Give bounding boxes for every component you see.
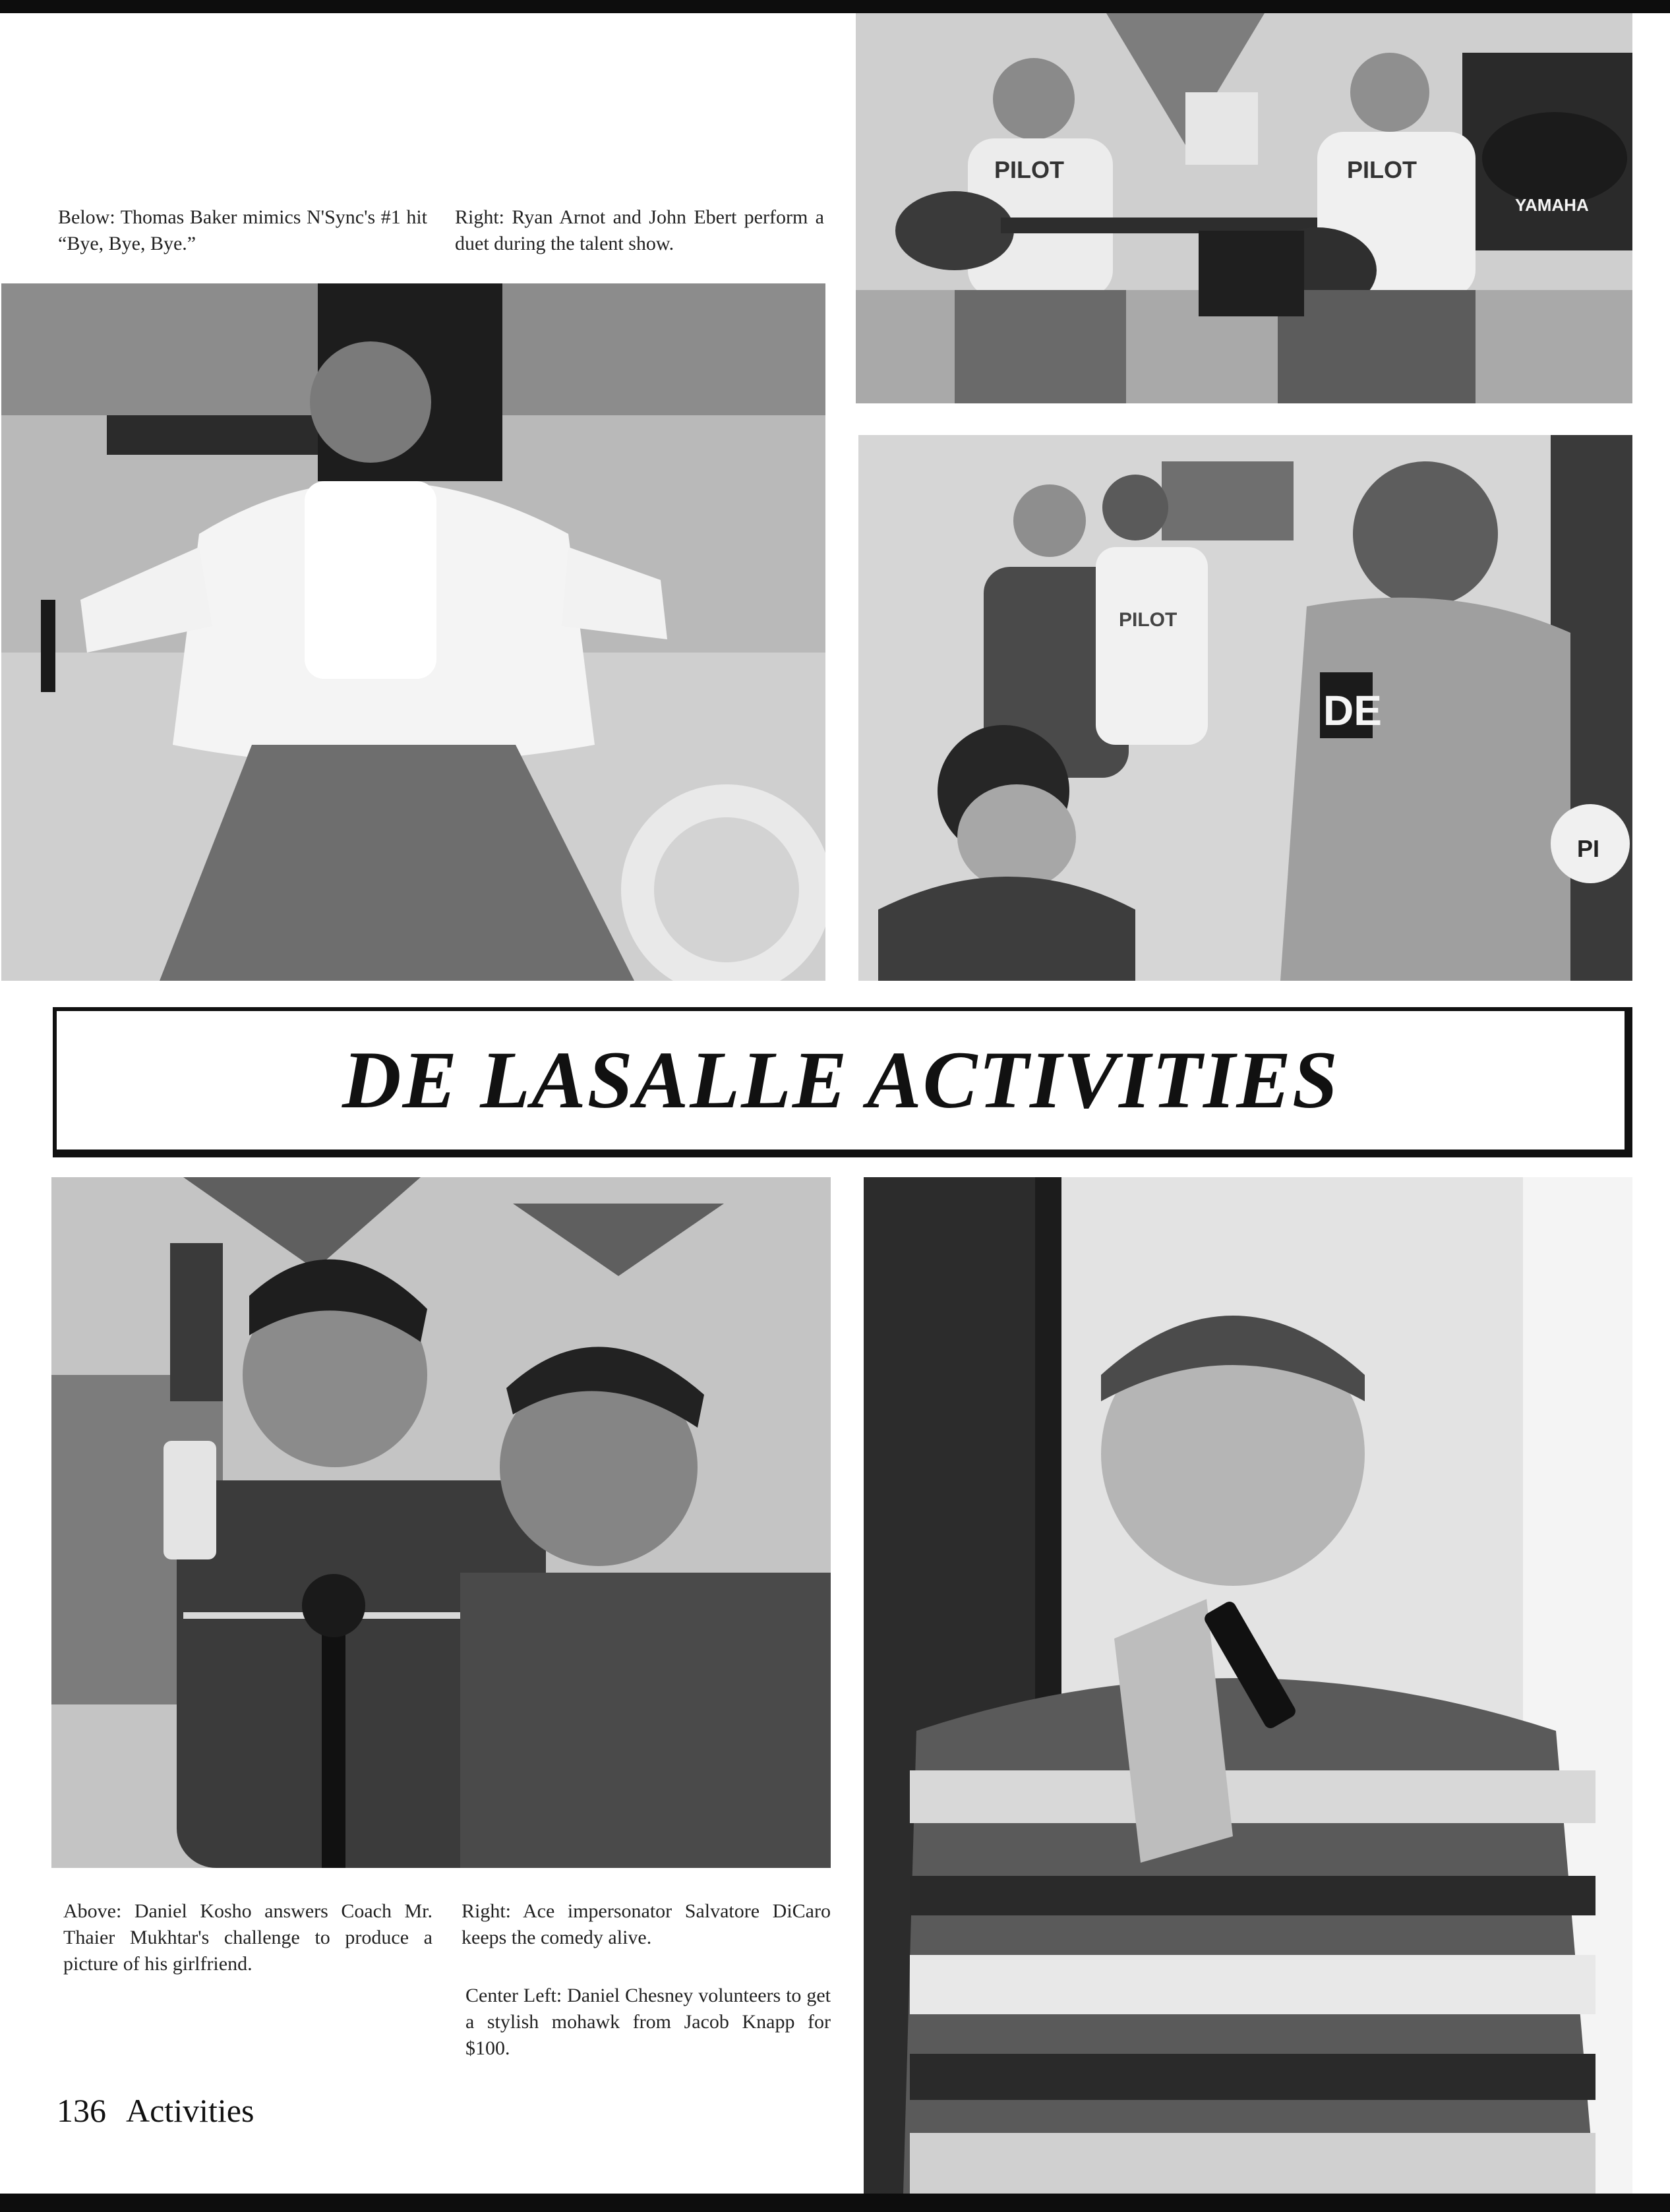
- page-number: 136: [57, 2092, 106, 2129]
- photo-salvatore-dicaro-art: [864, 1177, 1632, 2194]
- page-title: DE LASALLE ACTIVITIES: [342, 1035, 1340, 1125]
- caption-center-left-chesney: Center Left: Daniel Chesney volunteers to get a stylish mohawk from Jacob Knapp for $100.: [465, 1985, 831, 2059]
- photo-daniel-kosho-art: [51, 1177, 831, 1868]
- mohawk-printed-text-0: DE: [1323, 687, 1382, 734]
- mohawk-printed-text-2: PI: [1577, 835, 1600, 862]
- page-top-edge: [0, 0, 1670, 13]
- section-name: Activities: [126, 2092, 254, 2129]
- page-bottom-edge: [0, 2194, 1670, 2212]
- caption-below-baker: Below: Thomas Baker mimics N'Sync's #1 hit “Bye, Bye, Bye.”: [58, 206, 427, 254]
- mohawk-printed-text-1: PILOT: [1119, 609, 1178, 631]
- photo-thomas-baker-art: [1, 283, 825, 981]
- title-banner: [53, 1007, 1632, 1157]
- photo-daniel-kosho: [51, 1177, 831, 1868]
- page-folio: [57, 2091, 274, 2130]
- duet-printed-text-0: PILOT: [994, 156, 1064, 183]
- photo-guitar-duet-art: [856, 13, 1632, 403]
- caption-right-dicaro: Right: Ace impersonator Salvatore DiCaro keeps the comedy alive.: [462, 1900, 831, 1948]
- photo-mohawk-art: [858, 435, 1632, 981]
- photo-guitar-duet: [856, 13, 1632, 403]
- photo-thomas-baker: [1, 283, 825, 981]
- caption-above-kosho: Above: Daniel Kosho answers Coach Mr. Thaier Mukhtar's challenge to produce a picture of his girlfriend.: [63, 1900, 432, 1975]
- duet-printed-text-2: YAMAHA: [1515, 195, 1589, 215]
- caption-right-duet: Right: Ryan Arnot and John Ebert perform a duet during the talent show.: [455, 206, 824, 254]
- photo-mohawk: [858, 435, 1632, 981]
- duet-printed-text-1: PILOT: [1347, 156, 1417, 183]
- photo-salvatore-dicaro: [864, 1177, 1632, 2194]
